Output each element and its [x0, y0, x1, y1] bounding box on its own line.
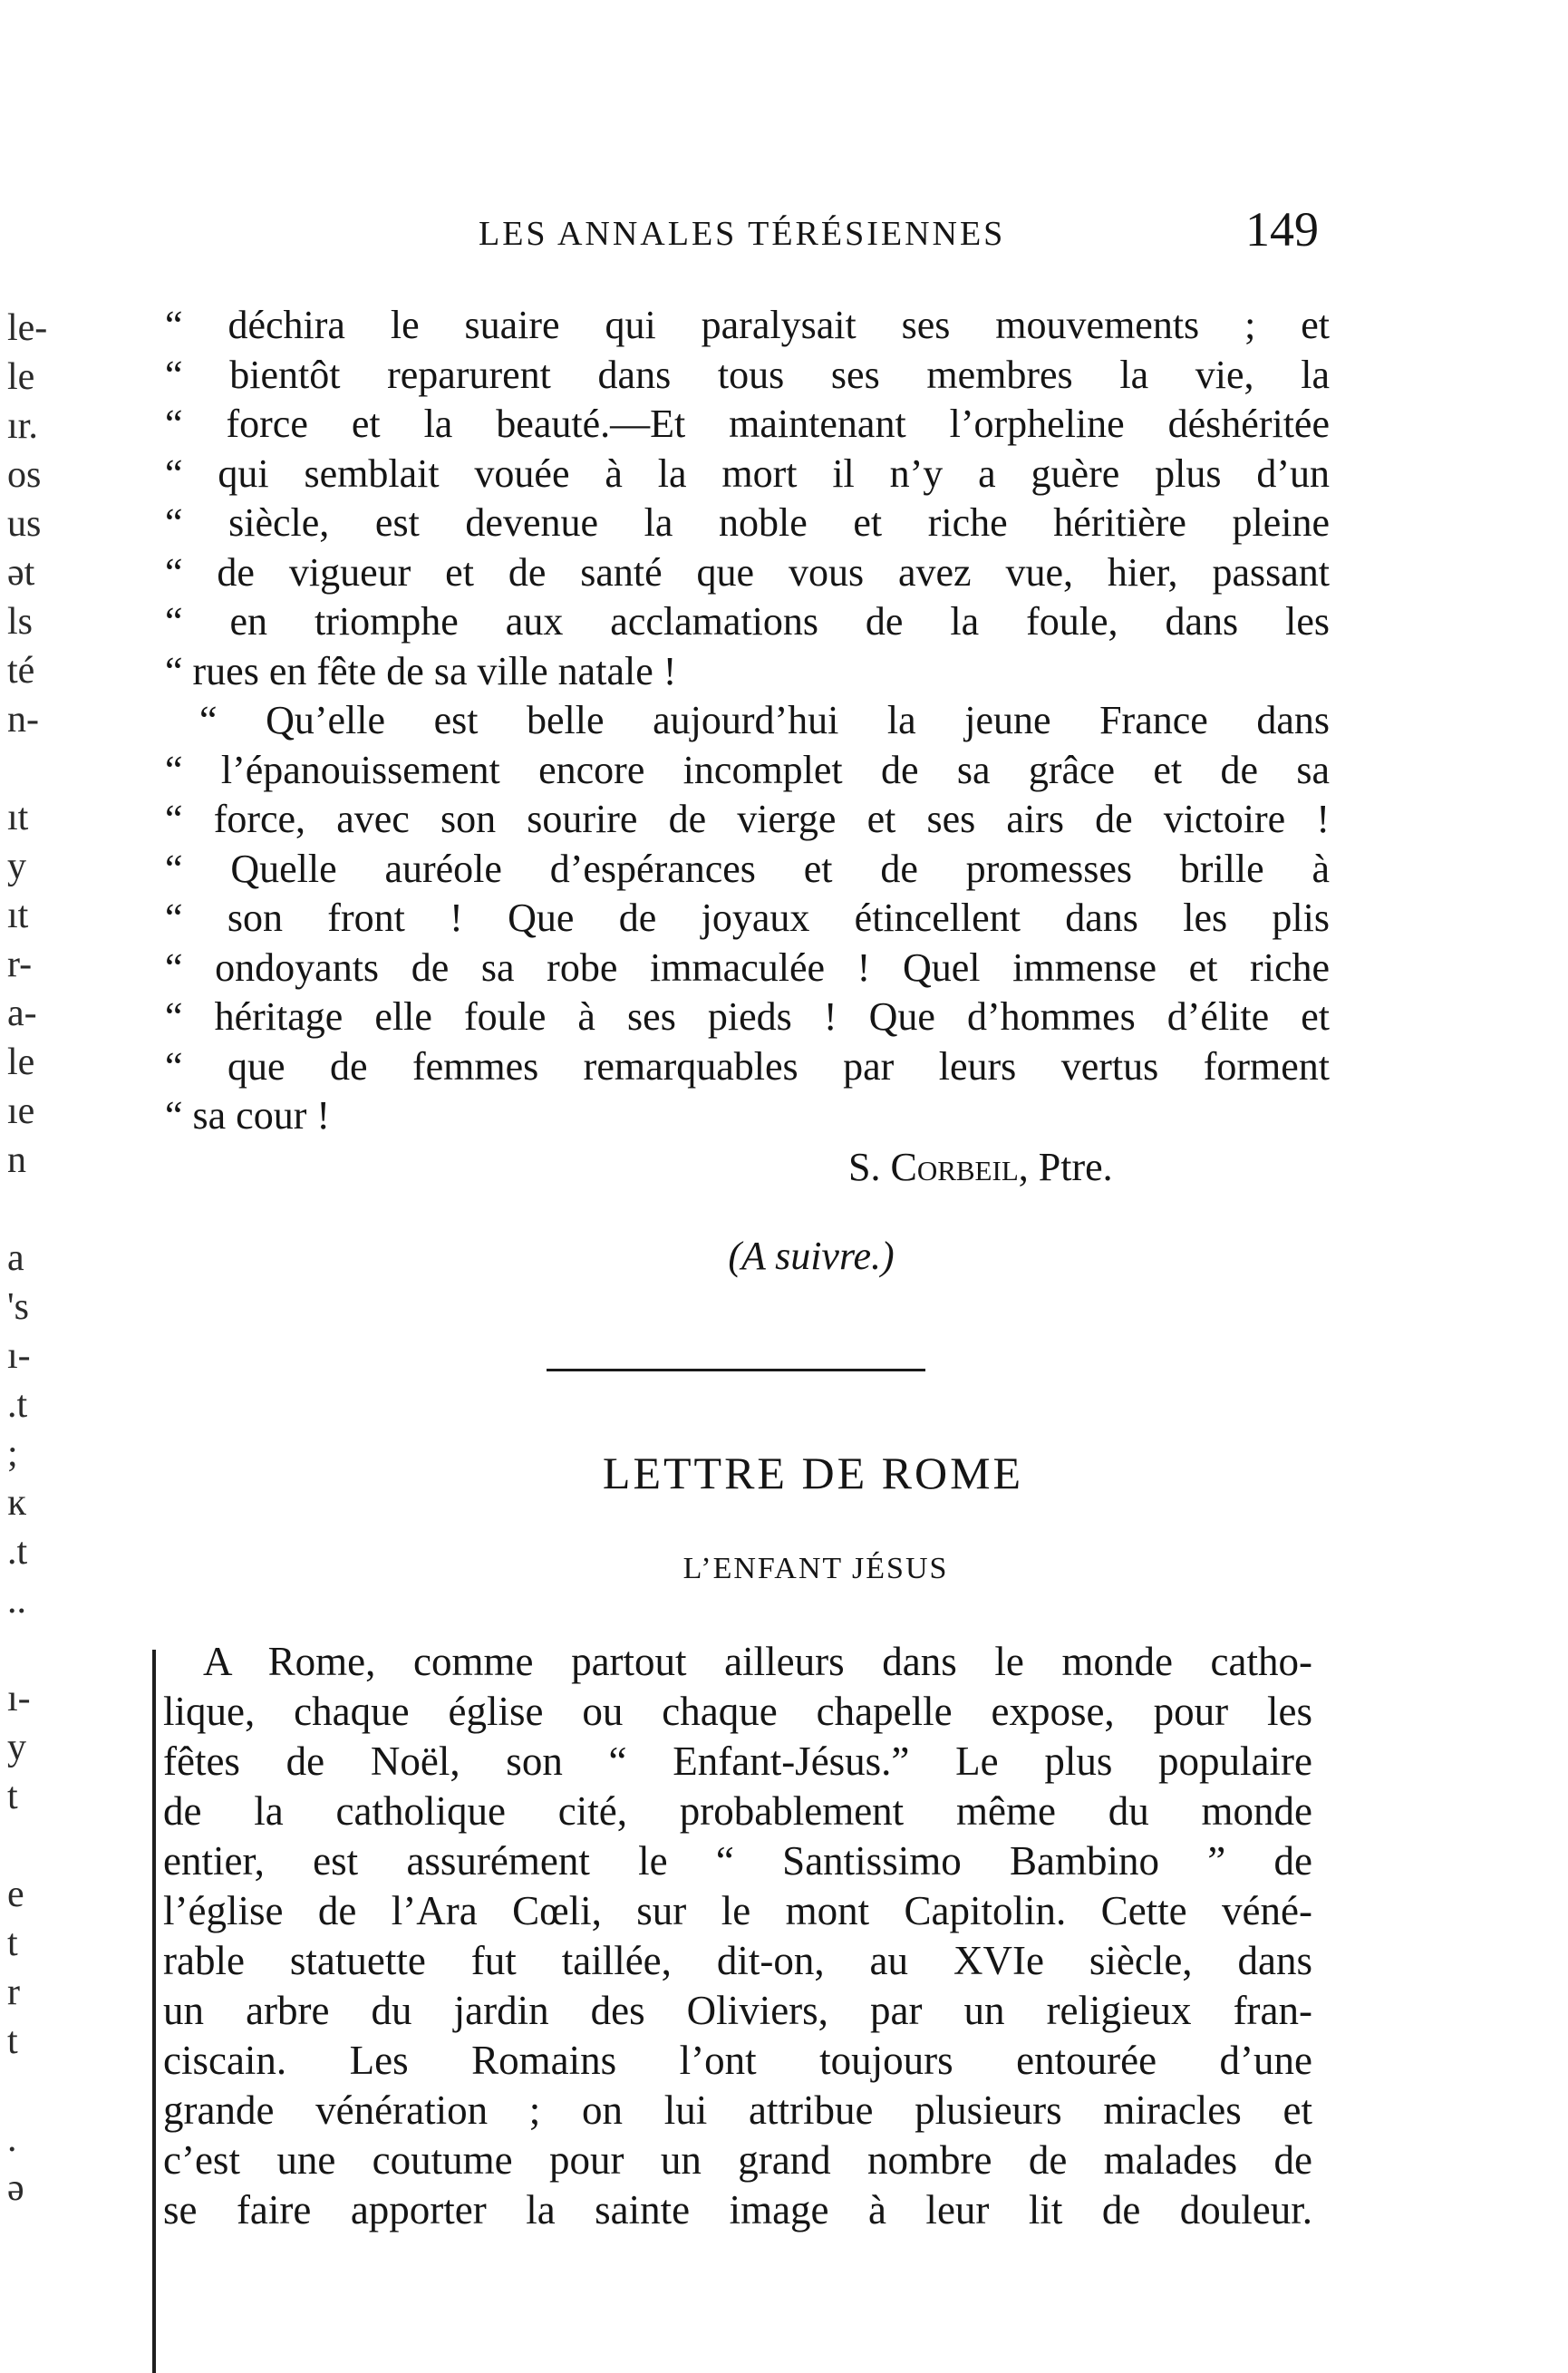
bleed-fragment: y: [7, 1727, 26, 1768]
text-line: “ héritage elle foule à ses pieds ! Que d’hommes d’élite et: [165, 994, 1330, 1039]
text-line: A Rome, comme partout ailleurs dans le monde catho-: [203, 1639, 1312, 1684]
bleed-fragment: n: [7, 1139, 26, 1181]
bleed-fragment: ət: [7, 552, 35, 594]
bleed-fragment: t: [7, 1923, 18, 1964]
bleed-fragment: r: [7, 1971, 20, 2013]
bleed-fragment: [7, 2066, 107, 2115]
bleed-fragment: ır.: [7, 405, 38, 447]
text-line: rable statuette fut taillée, dit-on, au XVIe siècle, dans: [163, 1938, 1312, 1983]
text-line: entier, est assurément le “ Santissimo Bambino ” de: [163, 1838, 1312, 1884]
to-be-continued: (A suivre.): [728, 1234, 895, 1278]
text-line: l’église de l’Ara Cœli, sur le mont Capitolin. Cette véné-: [163, 1888, 1312, 1933]
text-line: “ son front ! Que de joyaux étincellent dans les plis: [165, 896, 1330, 940]
text-line: “ ondoyants de sa robe immaculée ! Quel immense et riche: [165, 944, 1330, 990]
bleed-fragment: r-: [7, 944, 33, 985]
section-separator: [547, 1369, 925, 1371]
bleed-fragment: t: [7, 2020, 18, 2062]
bleed-fragment: ə: [7, 2167, 24, 2209]
page-number: 149: [1245, 202, 1319, 257]
text-line: “ sa cour !: [165, 1093, 331, 1138]
bleed-fragment: n-: [7, 699, 39, 741]
text-line: “ siècle, est devenue la noble et riche héritière pleine: [165, 500, 1330, 545]
text-line: lique, chaque église ou chaque chapelle expose, pour les: [163, 1689, 1312, 1734]
text-line: “ l’épanouissement encore incomplet de sa grâce et de sa: [165, 747, 1330, 792]
text-line: “ que de femmes remarquables par leurs vertus forment: [165, 1043, 1330, 1089]
bleed-fragment: le: [7, 1041, 35, 1083]
bleed-fragment: ıe: [7, 1090, 35, 1132]
bleed-fragment: ls: [7, 601, 34, 643]
text-line: “ Quelle auréole d’espérances et de promesses brille à: [165, 846, 1330, 891]
bleed-fragment: y: [7, 846, 26, 887]
section-title: LETTRE DE ROME: [602, 1448, 1024, 1498]
bleed-fragment: 's: [7, 1286, 29, 1328]
bleed-fragment: e: [7, 1874, 24, 1915]
author-title: Ptre.: [1038, 1145, 1113, 1189]
text-line: fêtes de Noël, son “ Enfant-Jésus.” Le plus populaire: [163, 1739, 1312, 1784]
bleed-fragment: .t: [7, 1531, 28, 1573]
bleed-fragment: a: [7, 1237, 24, 1279]
bleed-fragment: té: [7, 650, 35, 692]
text-line: un arbre du jardin des Oliviers, par un religieux fran-: [163, 1988, 1312, 2033]
letter-body: [163, 1637, 1312, 2235]
text-line: grande vénération ; on lui attribue plusieurs miracles et: [163, 2087, 1312, 2133]
bleed-fragment: [7, 744, 107, 793]
bleed-fragment: os: [7, 454, 42, 496]
author-name: S. Corbeil,: [848, 1145, 1029, 1189]
text-line: “ qui semblait vouée à la mort il n’y a guère plus d’un: [165, 450, 1330, 496]
text-line: “ rues en fête de sa ville natale !: [165, 648, 677, 693]
author-signature: [848, 1144, 1113, 1190]
text-line: “ de vigueur et de santé que vous avez vue, hier, passant: [165, 549, 1330, 595]
page-header: [0, 202, 1568, 263]
text-line: “ Qu’elle est belle aujourd’hui la jeune France dans: [199, 698, 1330, 742]
bleed-fragment: ĸ: [7, 1482, 26, 1524]
bleed-fragment: ı-: [7, 1335, 31, 1377]
text-line: “ déchira le suaire qui paralysait ses mouvements ; et: [165, 303, 1330, 347]
text-line: de la catholique cité, probablement même du monde: [163, 1788, 1312, 1834]
bleed-fragment: t: [7, 1776, 18, 1817]
text-line: c’est une coutume pour un grand nombre de malades de: [163, 2137, 1312, 2183]
text-line: se faire apporter la sainte image à leur lit de douleur.: [163, 2187, 1312, 2233]
bleed-fragment: ıt: [7, 895, 29, 936]
text-line: “ force, avec son sourire de vierge et ses airs de victoire !: [165, 797, 1330, 841]
bleed-fragment: le-: [7, 307, 48, 349]
bleed-fragment: le: [7, 356, 35, 398]
bleed-fragment: [7, 1185, 107, 1234]
text-line: ciscain. Les Romains l’ont toujours entourée d’une: [163, 2038, 1312, 2083]
bleed-fragment: ı-: [7, 1678, 31, 1719]
text-line: “ en triomphe aux acclamations de la foule, dans les: [165, 599, 1330, 644]
text-line: “ force et la beauté.—Et maintenant l’orpheline déshéritée: [165, 402, 1330, 446]
bleed-fragment: .t: [7, 1384, 28, 1426]
bleed-fragment: ;: [7, 1433, 18, 1475]
bleed-fragment: ıt: [7, 797, 29, 838]
text-line: “ bientôt reparurent dans tous ses membres la vie, la: [165, 352, 1330, 397]
bleed-fragment: [7, 1821, 107, 1870]
bleed-fragment: .: [7, 2118, 17, 2160]
bleed-fragment: [7, 1625, 107, 1674]
article-continuation: [165, 301, 1330, 1141]
margin-rule: [152, 1650, 156, 2373]
bleed-fragment: ..: [7, 1580, 26, 1622]
bleed-fragment: us: [7, 503, 42, 545]
running-title: LES ANNALES TÉRÉSIENNES: [479, 215, 1006, 253]
bleed-fragment: a-: [7, 993, 37, 1034]
section-subtitle: L’ENFANT JÉSUS: [682, 1552, 949, 1585]
